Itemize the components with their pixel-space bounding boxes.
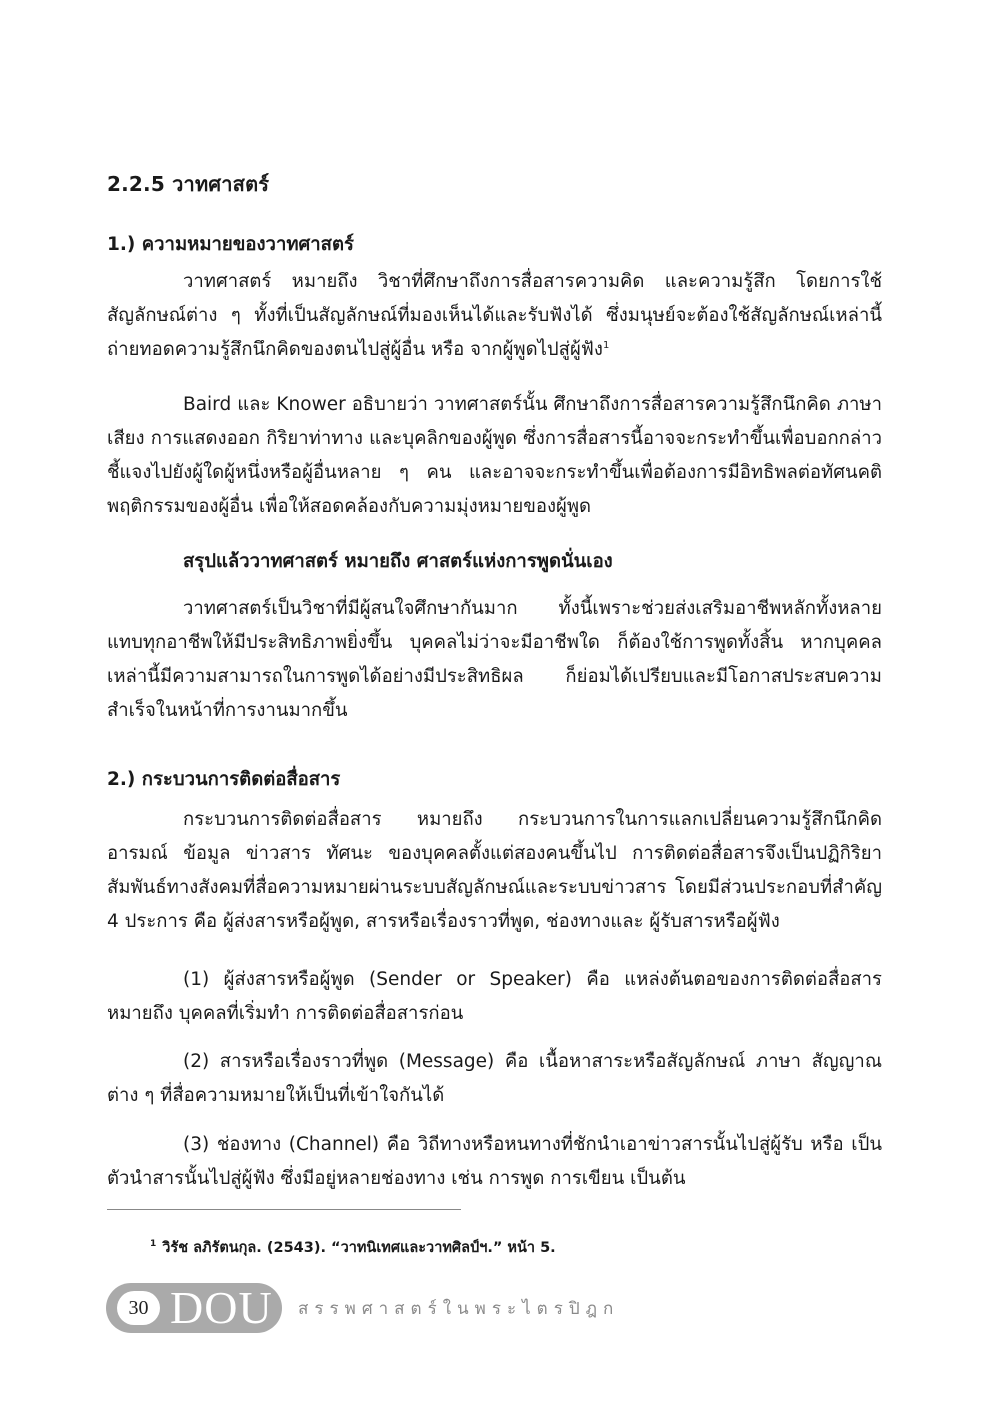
footnote xyxy=(150,1236,556,1259)
paragraph-baird-knower: Baird และ Knower อธิบายว่า วาทศาสตร์นั้น ศึกษาถึงการสื่อสารความรู้สึกนึกคิด ภาษา เสียง การแสดงออก กิริยาท่าทาง และบุคลิกของผู้พูด ซึ่งการสื่อสารนี้อาจจะกระทำขึ้นเพื่อบอกกล่าวชี้แจงไปยังผู้ใดผู้หนึ่งหรือผู้อื่นหลาย ๆ คน และอาจจะกระทำขึ้นเพื่อต้องการมีอิทธิพลต่อทัศนคติ พฤติกรรมของผู้อื่น เพื่อให้สอดคล้องกับความมุ่งหมายของผู้พูด xyxy=(107,394,882,517)
section-heading: 2.2.5 วาทศาสตร์ xyxy=(107,172,270,196)
footnote-number: 1 xyxy=(150,1239,157,1250)
footnote-reference: 1 xyxy=(602,339,610,351)
footnote-text: วิรัช ลภิรัตนกุล. (2543). “วาทนิเทศและวาทศิลป์ฯ.” หน้า 5. xyxy=(162,1240,556,1256)
subsection-heading-meaning: 1.) ความหมายของวาทศาสตร์ xyxy=(107,234,354,255)
footnote-divider xyxy=(107,1209,461,1210)
paragraph-definition-text: วาทศาสตร์ หมายถึง วิชาที่ศึกษาถึงการสื่อสารความคิด และความรู้สึก โดยการใช้สัญลักษณ์ต่าง ๆ ทั้งที่เป็นสัญลักษณ์ที่มองเห็นได้และรับฟังได้ ซึ่งมนุษย์จะต้องใช้สัญลักษณ์เหล่านี้ถ่ายทอดความรู้สึกนึกคิดของตนไปสู่ผู้อื่น หรือ จากผู้พูดไปสู่ผู้ฟัง xyxy=(107,271,882,360)
paragraph-channel: (3) ช่องทาง (Channel) คือ วิถีทางหรือหนทางที่ชักนำเอาข่าวสารนั้นไปสู่ผู้รับ หรือ เป็นตัวนำสารนั้นไปสู่ผู้ฟัง ซึ่งมีอยู่หลายช่องทาง เช่น การพูด การเขียน เป็นต้น xyxy=(107,1134,882,1189)
paragraph-summary: สรุปแล้ววาทศาสตร์ หมายถึง ศาสตร์แห่งการพูดนั่นเอง xyxy=(183,551,613,572)
book-title: สรรพศาสตร์ในพระไตรปิฎก xyxy=(298,1299,620,1319)
paragraph-definition xyxy=(107,265,882,367)
page-number: 30 xyxy=(117,1291,160,1325)
paragraph-sender: (1) ผู้ส่งสารหรือผู้พูด (Sender or Speaker) คือ แหล่งต้นตอของการติดต่อสื่อสาร หมายถึง บุคคลที่เริ่มทำ การติดต่อสื่อสารก่อน xyxy=(107,969,882,1024)
paragraph-message: (2) สารหรือเรื่องราวที่พูด (Message) คือ เนื้อหาสาระหรือสัญลักษณ์ ภาษา สัญญาณต่าง ๆ ที่สื่อความหมายให้เป็นที่เข้าใจกันได้ xyxy=(107,1051,882,1106)
subsection-heading-communication: 2.) กระบวนการติดต่อสื่อสาร xyxy=(107,769,341,790)
paragraph-importance: วาทศาสตร์เป็นวิชาที่มีผู้สนใจศึกษากันมาก ทั้งนี้เพราะช่วยส่งเสริมอาชีพหลักทั้งหลายแทบทุกอาชีพให้มีประสิทธิภาพยิ่งขึ้น บุคคลไม่ว่าจะมีอาชีพใด ก็ต้องใช้การพูดทั้งสิ้น หากบุคคลเหล่านี้มีความสามารถในการพูดได้อย่างมีประสิทธิผล ก็ย่อมได้เปรียบและมีโอกาสประสบความสำเร็จในหน้าที่การงานมากขึ้น xyxy=(107,598,882,721)
dou-logo: DOU xyxy=(170,1282,273,1333)
paragraph-communication-process: กระบวนการติดต่อสื่อสาร หมายถึง กระบวนการในการแลกเปลี่ยนความรู้สึกนึกคิด อารมณ์ ข้อมูล ข่าวสาร ทัศนะ ของบุคคลตั้งแต่สองคนขึ้นไป การติดต่อสื่อสารจึงเป็นปฏิกิริยาสัมพันธ์ทางสังคมที่สื่อความหมายผ่านระบบสัญลักษณ์และระบบข่าวสาร โดยมีส่วนประกอบที่สำคัญ 4 ประการ คือ ผู้ส่งสารหรือผู้พูด, สารหรือเรื่องราวที่พูด, ช่องทางและ ผู้รับสารหรือผู้ฟัง xyxy=(107,809,882,932)
